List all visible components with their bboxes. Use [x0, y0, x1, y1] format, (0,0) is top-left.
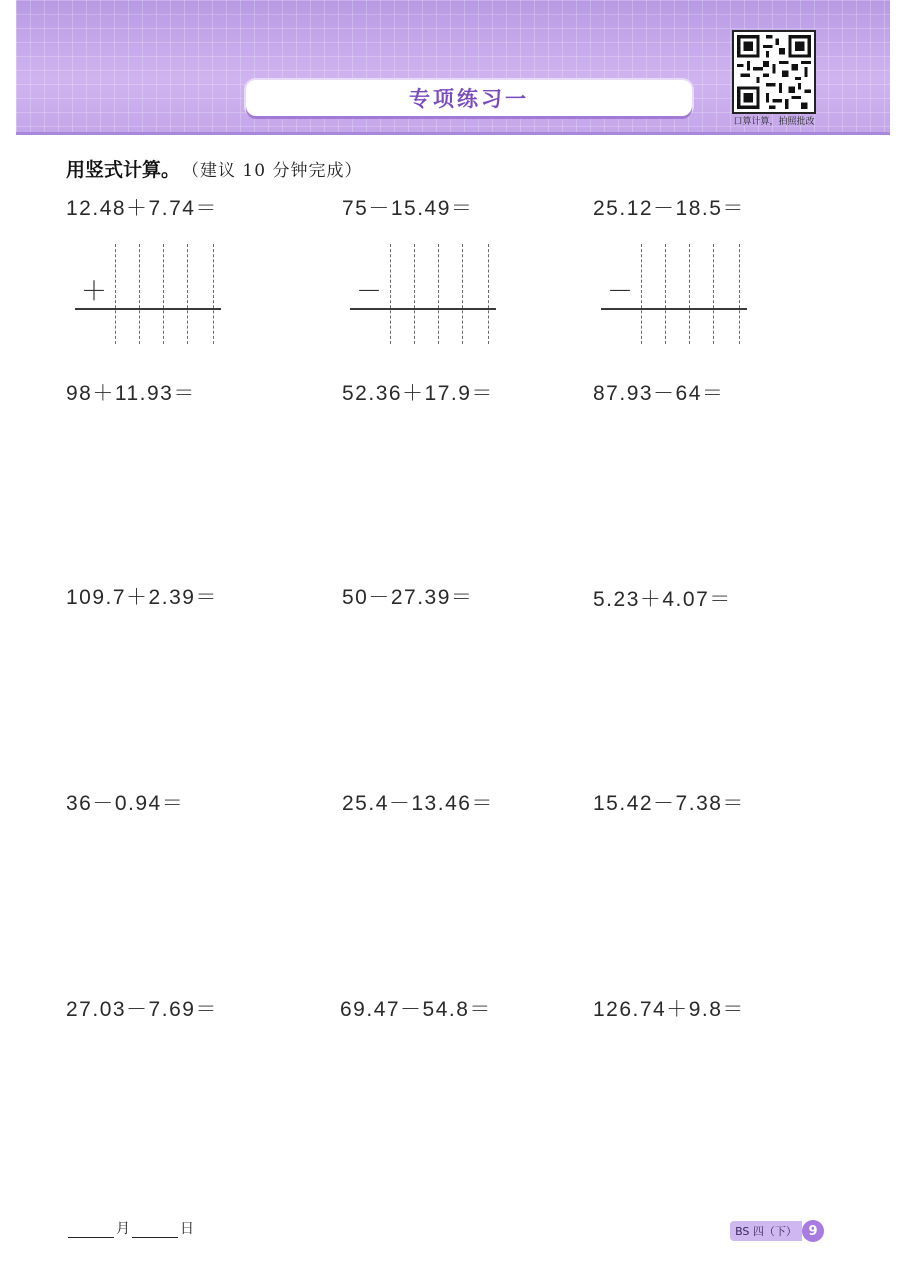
instruction-note: （建议 10 分钟完成） — [182, 161, 363, 181]
vertical-calc-grid-1 — [75, 244, 225, 349]
instruction-main: 用竖式计算。 — [66, 159, 181, 181]
page-number: 9 — [802, 1220, 824, 1242]
problem-14: 69.47－54.8＝ — [340, 998, 492, 1021]
page-title: 专项练习一 — [409, 87, 529, 111]
problem-9: 5.23＋4.07＝ — [593, 588, 732, 611]
problem-8: 50－27.39＝ — [342, 586, 474, 609]
date-field — [66, 1218, 194, 1238]
problem-13: 27.03－7.69＝ — [66, 998, 218, 1021]
problem-4: 98＋11.93＝ — [66, 382, 196, 405]
plus-operator: ＋ — [81, 276, 108, 306]
qr-caption: 口算计算，拍照批改 — [733, 117, 815, 127]
problem-15: 126.74＋9.8＝ — [593, 998, 745, 1021]
edition-badge: BS 四（下） — [730, 1221, 802, 1241]
problem-5: 52.36＋17.9＝ — [342, 382, 494, 405]
day-label: 日 — [180, 1221, 194, 1237]
header-band — [16, 0, 890, 135]
month-blank[interactable] — [68, 1221, 114, 1238]
problem-1: 12.48＋7.74＝ — [66, 197, 218, 220]
qr-code-icon — [732, 30, 816, 114]
problem-7: 109.7＋2.39＝ — [66, 586, 218, 609]
month-label: 月 — [116, 1221, 130, 1237]
day-blank[interactable] — [132, 1221, 178, 1238]
problem-3: 25.12－18.5＝ — [593, 197, 745, 220]
problem-12: 15.42－7.38＝ — [593, 792, 745, 815]
minus-operator: － — [356, 276, 383, 306]
problem-6: 87.93－64＝ — [593, 382, 725, 405]
problem-11: 25.4－13.46＝ — [342, 792, 494, 815]
instruction — [66, 155, 362, 183]
minus-operator: － — [607, 276, 634, 306]
title-banner — [246, 80, 692, 116]
vertical-calc-grid-2 — [350, 244, 500, 349]
problem-2: 75－15.49＝ — [342, 197, 474, 220]
vertical-calc-grid-3 — [601, 244, 751, 349]
problem-10: 36－0.94＝ — [66, 792, 185, 815]
